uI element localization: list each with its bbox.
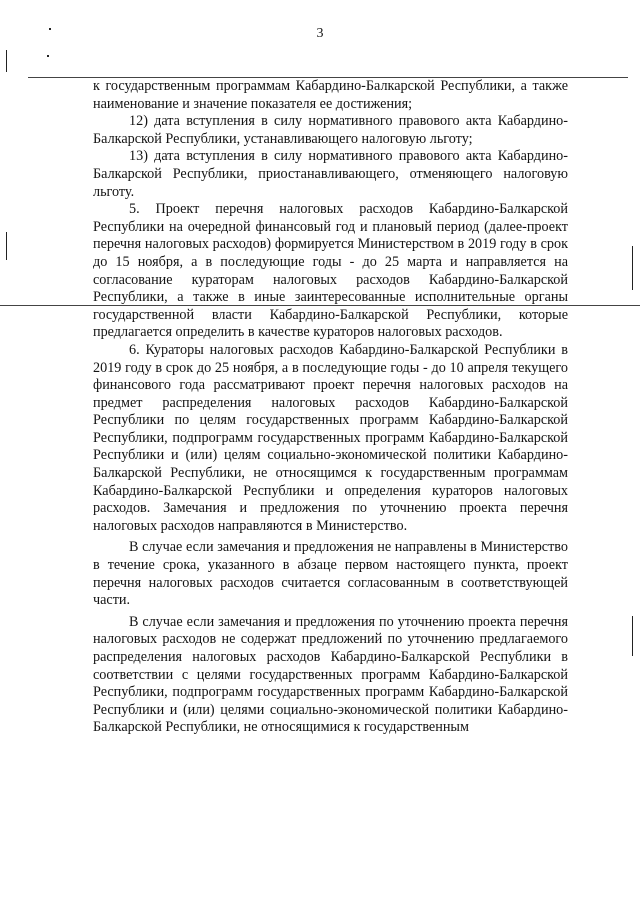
paragraph-item-13: 13) дата вступления в силу нормативного правового акта Кабардино-Балкарской Республики, приостанавливающего, отменяющего налоговую льготу. bbox=[93, 148, 568, 200]
scan-artifact-dot bbox=[49, 28, 51, 30]
scan-artifact-edge bbox=[632, 616, 633, 656]
scan-artifact-dot bbox=[47, 55, 49, 57]
scan-artifact-edge bbox=[6, 232, 7, 260]
paragraph-remarks-no-proposals: В случае если замечания и предложения по уточнению проекта перечня налоговых расходов не содержат предложений по уточнению предлагаемого распределения налоговых расходов Кабардино-Балкарской Республики в соответствии с целями государственных программ Кабардино-Балкарской Республики, подпрограмм государственных программ Кабардино-Балкарской Республики и (или) целями социально-экономической политики Кабардино-Балкарской Республики, не относящимися к государственным bbox=[93, 613, 568, 736]
paragraph-continuation: к государственным программам Кабардино-Балкарской Республики, а также наименование и значение показателя ее достижения; bbox=[93, 78, 568, 112]
paragraph-item-12: 12) дата вступления в силу нормативного правового акта Кабардино-Балкарской Республики, устанавливающего налоговую льготу; bbox=[93, 113, 568, 147]
paragraph-no-remarks: В случае если замечания и предложения не направлены в Министерство в течение срока, указанного в абзаце первом настоящего пункта, проект перечня налоговых расходов считается согласованным в соответствующей части. bbox=[93, 539, 568, 609]
document-body bbox=[93, 78, 568, 737]
page-number: 3 bbox=[316, 26, 324, 41]
paragraph-section-6: 6. Кураторы налоговых расходов Кабардино-Балкарской Республики в 2019 году в срок до 25 ноября, а в последующие годы - до 10 апреля текущего финансового года рассматривают проект перечня налоговых расходов на предмет распределения налоговых расходов Кабардино-Балкарской Республики по целям государственных программ Кабардино-Балкарской Республики, подпрограмм государственных программ Кабардино-Балкарской Республики и (или) целям социально-экономической политики Кабардино-Балкарской Республики, не относящимся к государственным программам Кабардино-Балкарской Республики и определения кураторов налоговых расходов. Замечания и предложения по уточнению проекта перечня налоговых расходов направляются в Министерство. bbox=[93, 341, 568, 534]
paragraph-section-5: 5. Проект перечня налоговых расходов Кабардино-Балкарской Республики на очередной финансовый год и плановый период (далее-проект перечня налоговых расходов) формируется Министерством в 2019 году в срок до 15 ноября, а в последующие годы - до 25 марта и направляется на согласование кураторам налоговых расходов Кабардино-Балкарской Республики, а также в иные заинтересованные исполнительные органы государственной власти Кабардино-Балкарской Республики, которые предлагается определить в качестве кураторов налоговых расходов. bbox=[93, 201, 568, 341]
scan-artifact-edge bbox=[632, 246, 633, 290]
scan-artifact-edge bbox=[6, 50, 7, 72]
